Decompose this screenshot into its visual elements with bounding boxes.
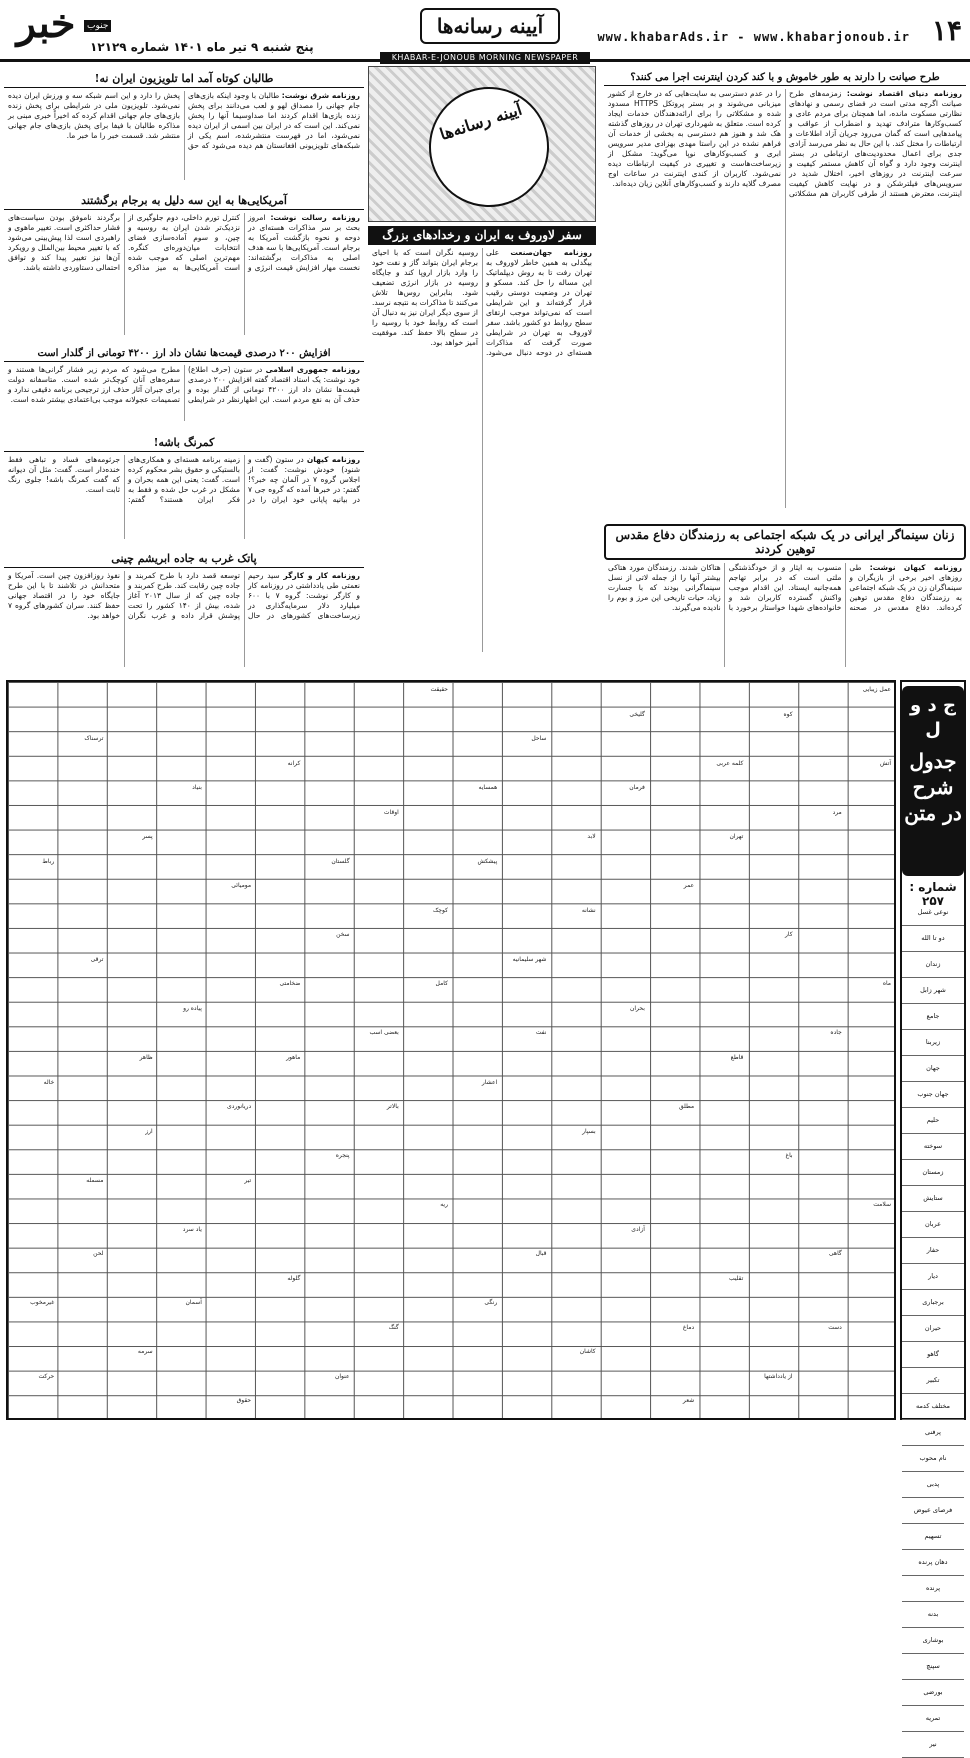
crossword-cell-label[interactable]: غیرمخوب xyxy=(30,1299,55,1307)
article-body xyxy=(4,210,364,338)
crossword-cell-label[interactable]: کاشان xyxy=(579,1348,596,1356)
feature-image xyxy=(368,66,596,222)
crossword-cell-label[interactable]: حرکت xyxy=(38,1372,55,1380)
article-kamrak xyxy=(4,434,364,548)
crossword-side-clue: حفار xyxy=(902,1238,964,1264)
article-body xyxy=(604,86,966,511)
crossword-side-clue: نوعی غسل xyxy=(902,900,964,926)
crossword-cell-label[interactable]: گلوله xyxy=(287,1274,301,1282)
crossword-cell-label[interactable]: پسر xyxy=(142,833,153,841)
crossword-side-clue: سپنچ xyxy=(902,1654,964,1680)
crossword-side-clue: زندان xyxy=(902,952,964,978)
crossword-side-clue: بدنه xyxy=(902,1602,964,1628)
newspaper-logo: خبر xyxy=(16,0,76,47)
crossword-cell-label[interactable]: کامل xyxy=(435,980,448,988)
article-lead: روزنامه جهان‌صنعت xyxy=(510,248,592,257)
article-text: در ستون (گفت و شنود) خودش نوشت: گفت: از اجلاس گروه ۷ در آلمان چه خبر؟! گفتم: در خبرها آمده که گروه جی ۷ در بیانیه پایانی خود ایران را در زمینه برنامه هسته‌ای و همکاری‌های بالستیکی و حقوق بشر محکوم کرده است. گفت: یعنی این همه بحران و مشکل در غرب حل شده و فقط به فکر ایران هستند؟ گفتم: جرثومه‌های فساد و تباهی فقط خنده‌دار است. گفت: مثل آن دیوانه که گفت کمرنگ باشه! جلوی رنگ ثابت است. xyxy=(8,455,360,504)
article-text: زمزمه‌های طرح صیانت اگرچه مدتی است در فضای رسمی و نهادهای نظارتی مسکوت مانده، اما همچنان برای مردم عادی و کسب‌وکارها مترادف تهدید و اضطراب از عواقب و پیامدهایی است که گمان می‌رود جریان آزاد اطلاعات و ارتباطات را مختل کند. با این حال به نظر می‌رسد آزادی جدی برای اعمال محدودیت‌های ارتباطی در بستر اینترنت وجود دارد و گواه آن کاهش مستمر کیفیت و سرعت اینترنت در روزهای اخیر، اختلال شدید در سرویس‌های فیلترشکن و در نهایت کاهش کیفیت اینترنت، معترض هستند از طرفی کاربران هم مشکلاتی را در عدم دسترسی به سایت‌هایی که در خارج از کشور میزبانی می‌شوند و بر بستر پروتکل HTTPS مسدود شده و مشکلاتی را برای ارائه‌دهندگان خدمات ایجاد کرده است. متعلق به شهرداری تهران در روزهای گذشته هک شد و هنوز هم دسترسی به بخشی از خدمات آن فراهم نشده در این راستا مهدی بهزادی مدیر سرویس ابری و کسب‌وکارهای نوپا می‌گوید: مشکل از زیرساخت‌هاست و تغییری در کیفیت ارتباطات دیده نمی‌شود. کاربران از کندی اینترنت در ساعات اوج مصرف گلایه دارند و کسب‌وکارهای آنلاین زیان دیده‌اند. xyxy=(608,89,962,198)
crossword-cell-label[interactable]: آتش xyxy=(880,759,891,767)
article-body xyxy=(368,245,596,655)
article-body xyxy=(4,88,364,183)
crossword-cell-label[interactable]: گنگ xyxy=(388,1323,399,1331)
crossword-side-clue: برجباری xyxy=(902,1290,964,1316)
crossword-letters: ج د و ل xyxy=(910,695,956,740)
logo-subtitle: جنوب xyxy=(84,20,111,32)
crossword-cell-label[interactable]: بعضی اسب xyxy=(369,1029,399,1037)
crossword-cell-label[interactable]: فرمان xyxy=(629,784,645,792)
crossword-side-clue: پرنده xyxy=(902,1576,964,1602)
article-text: طالبان با وجود اینکه بازی‌های جام جهانی را مصداق لهو و لعب می‌دانند برای پخش زنده بازی‌ها اقدام کردند اما صداوسیما آنها را پخش نمی‌کند. این است که در ایران بین اسمی از ایران دیده نمی‌شود، اما در فهرست منتشرشده، اسم یکی از شبکه‌های تلویزیونی افغانستان هم دیده می‌شود که حق پخش را دارد و این اسم شبکه سه و ورزش ایران دیده نمی‌شود. تلویزیون ملی در شرایطی برای پخش زنده بازی‌های جام جهانی اقدام کرده که اخیراً خبری مبنی بر مذاکره طالبان با فیفا برای پخش بازی‌های جام جهانی منتشر شد. قسمت خبر را ما خبر ما. xyxy=(8,91,360,150)
crossword-side-clue: حیران xyxy=(902,1316,964,1342)
article-price xyxy=(4,346,364,432)
article-text: سید رحیم نعمتی طی یادداشتی در روزنامه کار و کارگر نوشت: گروه ۷ با ۶۰۰ میلیارد دلار سرمایه‌گذاری در زیرساخت‌های کشورهای در حال توسعه قصد دارد با طرح کمربند و جاده چین رقابت کند. طرح کمربند و جاده چین که از سال ۲۰۱۳ آغاز شده، بیش از ۱۴۰ کشور را تحت پوشش قرار داده و غرب نگران نفوذ روزافزون چین است. آمریکا و متحدانش در تلاشند تا با این طرح جایگاه خود را در اقتصاد جهانی حفظ کنند. سران کشورهای گروه ۷ خواهد بود. xyxy=(8,571,360,620)
article-text: علی بیگدلی به همین خاطر لاوروف به تهران رفت تا به روش دیپلماتیک این مساله را حل کند. مسکو و تهران در وضعیت دوستی رقیب قرار گرفته‌اند و این شرایطی است که نمی‌تواند موجب ارتقای سطح روابط دو کشور باشد. سفر لاوروف به تهران در شرایطی صورت گرفت که مذاکرات هسته‌ای در دوحه دنبال می‌شود. روسیه نگران است که با احیای برجام ایران بتواند گاز و نفت خود را وارد بازار اروپا کند و جایگاه روسیه در بازار انرژی تضعیف شود. بنابراین روس‌ها تلاش می‌کنند تا مذاکرات به نتیجه نرسد. از سوی دیگر ایران نیز به دنبال آن است که روابط خود با روسیه را در سطح بالا حفظ کند. موفقیت آمیز خواهد بود. xyxy=(372,248,592,357)
crossword-cell-label[interactable]: شعر xyxy=(682,1397,695,1405)
crossword-cell-label[interactable]: آسمان xyxy=(185,1299,202,1307)
crossword-cell-label[interactable]: اوقات xyxy=(383,808,399,816)
article-lead: روزنامه جمهوری اسلامی xyxy=(265,365,360,374)
crossword-cell-label[interactable]: کار xyxy=(784,931,793,939)
crossword-cell-label[interactable]: آزادی xyxy=(631,1225,645,1233)
article-headline: طالبان کوتاه آمد اما تلویزیون ایران نه! xyxy=(4,70,364,88)
crossword-cell-label[interactable]: کلمه عربی xyxy=(716,759,744,767)
article-text: امروز بحث بر سر مذاکرات هسته‌ای در دوحه و نحوه بازگشت آمریکا به برجام است. آمریکایی‌ها با سه هدف اصلی به مذاکرات برگشته‌اند: نخست مهار افزایش قیمت انرژی و کنترل تورم داخلی، دوم جلوگیری از نزدیک‌تر شدن ایران به روسیه و چین، و سوم آماده‌سازی فضای انتخابات میان‌دوره‌ای کنگره. مهم‌ترین اصلی که موجب شده است آمریکایی‌ها به میز مذاکره برگردند ناموفق بودن سیاست‌های فشار حداکثری است. تغییر ماهوی و راهبردی است لذا پیش‌بینی می‌شود که با تغییر محیط بین‌الملل و رویکرد آن‌ها نیز تغییر پیدا کند و توافق احتمالی دستاوردی داشته باشد. xyxy=(8,213,360,272)
crossword-cell-label[interactable]: تقلیب xyxy=(728,1274,744,1282)
crossword-cell-label[interactable]: گاهی xyxy=(828,1250,842,1258)
crossword-side-clue: جهان xyxy=(902,1056,964,1082)
crossword-cell-label[interactable]: لابد xyxy=(587,833,596,841)
crossword-cell-label[interactable]: ارز xyxy=(145,1127,153,1135)
crossword-side-clue: تکبیر xyxy=(902,1368,964,1394)
crossword-cell-label[interactable]: ریه xyxy=(440,1201,448,1209)
crossword-cell-label[interactable]: ضخامتی xyxy=(279,980,301,988)
crossword-cell-label[interactable]: سلامت xyxy=(873,1201,891,1209)
crossword-grid[interactable] xyxy=(6,680,896,1420)
crossword-cell-label[interactable]: ترقی xyxy=(90,955,104,963)
crossword-side-clue: نام محوب xyxy=(902,1446,964,1472)
crossword-cell-label[interactable]: لحن xyxy=(93,1250,104,1258)
crossword-number: شماره : ۲۵۷ xyxy=(909,880,957,908)
image-caption: آیینه رسانه‌ها xyxy=(413,71,564,222)
crossword-side-clue: مختلف کدمه xyxy=(902,1394,964,1420)
article-headline: افزایش ۲۰۰ درصدی قیمت‌ها نشان داد ارز ۴۲۰۰ تومانی از گلدار است xyxy=(4,346,364,362)
crossword-cell-label[interactable]: ماهور xyxy=(286,1054,301,1061)
crossword-cell-label[interactable]: رنگی xyxy=(484,1299,498,1307)
crossword-side-clue: عربان xyxy=(902,1212,964,1238)
crossword-cell-label[interactable]: یاد سرد xyxy=(182,1225,202,1233)
crossword-side-clue: پدبی xyxy=(902,1472,964,1498)
article-internet xyxy=(604,70,966,520)
article-filmmaker xyxy=(604,524,966,676)
crossword-side-clue: دیار xyxy=(902,1264,964,1290)
crossword-cell-label[interactable]: کوه xyxy=(783,710,793,718)
crossword-side-clue: سوخته xyxy=(902,1134,964,1160)
article-headline: پاتک غرب به جاده ابریشم چینی xyxy=(4,550,364,568)
crossword-cell-label[interactable]: مرد xyxy=(832,808,842,816)
article-lead: روزنامه کار و کارگر xyxy=(283,571,360,580)
article-lead: روزنامه رسالت نوشت: xyxy=(270,213,360,222)
crossword-side-clue: بورضی xyxy=(902,1680,964,1706)
crossword-cell-label[interactable]: اعشار xyxy=(481,1078,498,1086)
crossword-cell-label[interactable]: قبال xyxy=(535,1250,547,1258)
crossword-cell-label[interactable]: حقیقت xyxy=(430,686,448,693)
crossword-badge xyxy=(902,686,964,876)
crossword-cell-label[interactable]: سخن xyxy=(336,931,350,939)
crossword-side-clue: تسهیم xyxy=(902,1524,964,1550)
crossword-side-clues xyxy=(902,900,964,1748)
article-americans xyxy=(4,192,364,344)
masthead xyxy=(0,0,970,62)
crossword-cell-label[interactable]: سرمه xyxy=(137,1348,153,1356)
article-body xyxy=(4,452,364,542)
crossword-cell-label[interactable]: بنیاد xyxy=(192,784,202,792)
crossword-cell-label[interactable]: باغ xyxy=(785,1152,793,1160)
page-number: ۱۴ xyxy=(931,14,962,47)
crossword-cell-label[interactable]: دریانوردی xyxy=(227,1103,252,1111)
crossword-side-clue: دهان پرنده xyxy=(902,1550,964,1576)
crossword-cell-label[interactable]: همسایه xyxy=(478,784,498,792)
crossword-cell-label[interactable]: پنجره xyxy=(335,1152,350,1160)
crossword-cell-label[interactable]: جاده xyxy=(830,1029,842,1037)
article-lead: روزنامه کیهان xyxy=(306,455,361,464)
article-lead: روزنامه شرق نوشت: xyxy=(281,91,360,100)
crossword-cell-label[interactable]: گلیخی xyxy=(629,710,645,718)
issue-info: پنج شنبه ۹ تیر ماه ۱۴۰۱ شماره ۱۲۱۲۹ xyxy=(90,40,314,54)
crossword-cell-label[interactable]: نشانه xyxy=(581,906,596,914)
crossword-side-clue: گاهو xyxy=(902,1342,964,1368)
article-headline: طرح صیانت را دارند به طور خاموش و با کند کردن اینترنت اجرا می کنند؟ xyxy=(604,70,966,86)
crossword-cell-label[interactable]: گلستان xyxy=(331,857,350,865)
article-lavrov xyxy=(368,226,596,676)
crossword-cell-label[interactable]: رباط xyxy=(42,857,55,865)
crossword-cell-label[interactable]: پیشکش xyxy=(477,857,498,865)
crossword-side-clue: جهان جنوب xyxy=(902,1082,964,1108)
crossword-side-clue: ستایش xyxy=(902,1186,964,1212)
article-silk-road xyxy=(4,550,364,676)
article-lead: روزنامه کیهان نوشت: xyxy=(869,563,962,572)
site-urls[interactable]: www.khabarAds.ir - www.khabarjonoub.ir xyxy=(597,30,910,44)
crossword-cell-label[interactable]: ساحل xyxy=(531,735,547,743)
crossword-cell-label[interactable]: قاطع xyxy=(730,1054,744,1061)
crossword-cell-label[interactable]: خاله xyxy=(43,1078,55,1086)
crossword-cell-label[interactable]: پیاده رو xyxy=(183,1004,202,1012)
crossword-cell-label[interactable]: تیر xyxy=(244,1176,252,1184)
article-body xyxy=(4,362,364,424)
article-body xyxy=(604,560,966,670)
crossword-side-clue: تمریه xyxy=(902,1706,964,1732)
crossword-cell-label[interactable]: حقوق xyxy=(236,1397,252,1405)
crossword-cell-label[interactable]: ظاهر xyxy=(139,1054,153,1061)
crossword-cell-label[interactable]: نفت xyxy=(535,1029,547,1037)
article-headline: کمرنگ باشه! xyxy=(4,434,364,452)
article-text: در ستون (حرف اطلاع) خود نوشت: یک استاد اقتصاد گفته افزایش ۲۰۰ درصدی قیمت‌ها نشان داد ارز ۴۲۰۰ تومانی از گلدار بوده و حذف آن به نفع مردم است. این اظهارنظر در شرایطی مطرح می‌شود که مردم زیر فشار گرانی‌ها هستند و سفره‌های آنان کوچک‌تر شده است. متاسفانه دولت برای جبران آثار حذف ارز ترجیحی برنامه دقیقی ندارد و تصمیمات عجولانه موجب بی‌اعتمادی بیشتر شده است. xyxy=(8,365,360,404)
crossword-side-clue: فرصای عیوض xyxy=(902,1498,964,1524)
article-headline: سفر لاوروف به ایران و رخدادهای بزرگ xyxy=(368,226,596,245)
crossword-cell-label[interactable]: مومیائی xyxy=(231,882,252,890)
crossword-cell-label[interactable]: کوچک xyxy=(432,906,448,914)
crossword-cell-label[interactable]: دماغ xyxy=(682,1323,695,1331)
crossword-cell-label[interactable]: مسمله xyxy=(86,1176,104,1184)
article-headline: آمریکایی‌ها به این سه دلیل به برجام برگشتند xyxy=(4,192,364,210)
crossword-side-clue: حلیم xyxy=(902,1108,964,1134)
crossword-side-clue: دو تا الله xyxy=(902,926,964,952)
crossword-side-clue: جامع xyxy=(902,1004,964,1030)
crossword-cell-label[interactable]: از یادداشتها xyxy=(764,1372,793,1380)
crossword-cell-label[interactable]: بالاتر xyxy=(386,1103,399,1111)
crossword-side-clue: بوشاری xyxy=(902,1628,964,1654)
crossword-cell-label[interactable]: شهر سلیمانیه xyxy=(512,955,547,963)
crossword-cell-label[interactable]: کرانه xyxy=(287,759,301,767)
english-name: KHABAR-E-JONOUB MORNING NEWSPAPER xyxy=(380,52,590,64)
article-headline: زنان سینماگر ایرانی در یک شبکه اجتماعی به رزمندگان دفاع مقدس توهین کردند xyxy=(604,524,966,560)
crossword-title: جدول شرح در متن xyxy=(904,749,962,825)
crossword-side-clue: پرفنی xyxy=(902,1420,964,1446)
crossword-cell-label[interactable]: بسپار xyxy=(582,1127,596,1135)
crossword-cell-label[interactable]: بحران xyxy=(629,1004,645,1012)
crossword-cell-label[interactable]: مطلق xyxy=(678,1103,695,1111)
article-lead: روزنامه دنیای اقتصاد نوشت: xyxy=(846,89,962,98)
crossword-cell-label[interactable]: ماه xyxy=(882,980,891,988)
crossword-cell-label[interactable]: دست xyxy=(828,1323,842,1331)
crossword-side-clue: شهر زابل xyxy=(902,978,964,1004)
article-text: طی روزهای اخیر برخی از بازیگران و سینماگران زن در یک شبکه اجتماعی به رزمندگان دفاع مقدس توهین کرده‌اند. دفاع مقدس در صحنه منسوب به ایثار و از خودگذشتگی ملتی است که در برابر تهاجم همه‌جانبه ایستاد. این اقدام موجب واکنش گسترده کاربران شد و خانواده‌های شهدا خواستار برخورد با هتاکان شدند. رزمندگان مورد هتاکی بیشتر آنها را از جمله لاتی از نسل سینماگرانی بودند که با جسارت زیاد، حیات تاریخی این مرز و بوم را نادیده می‌گیرند. xyxy=(608,563,962,612)
crossword-side-clue: نیر xyxy=(902,1732,964,1758)
crossword-cell-label[interactable]: ترسناک xyxy=(84,735,104,743)
crossword-cell-label[interactable]: عمر xyxy=(683,882,695,890)
crossword-side-clue: زمستان xyxy=(902,1160,964,1186)
article-taliban xyxy=(4,70,364,190)
crossword-cell-label[interactable]: عنوان xyxy=(334,1372,350,1380)
crossword-cell-label[interactable]: تهران xyxy=(729,833,744,841)
section-title: آیینه رسانه‌ها xyxy=(420,8,560,44)
crossword-side-clue: زیربنا xyxy=(902,1030,964,1056)
crossword-cell-label[interactable]: عمل زیبایی xyxy=(862,686,891,693)
article-body xyxy=(4,568,364,670)
